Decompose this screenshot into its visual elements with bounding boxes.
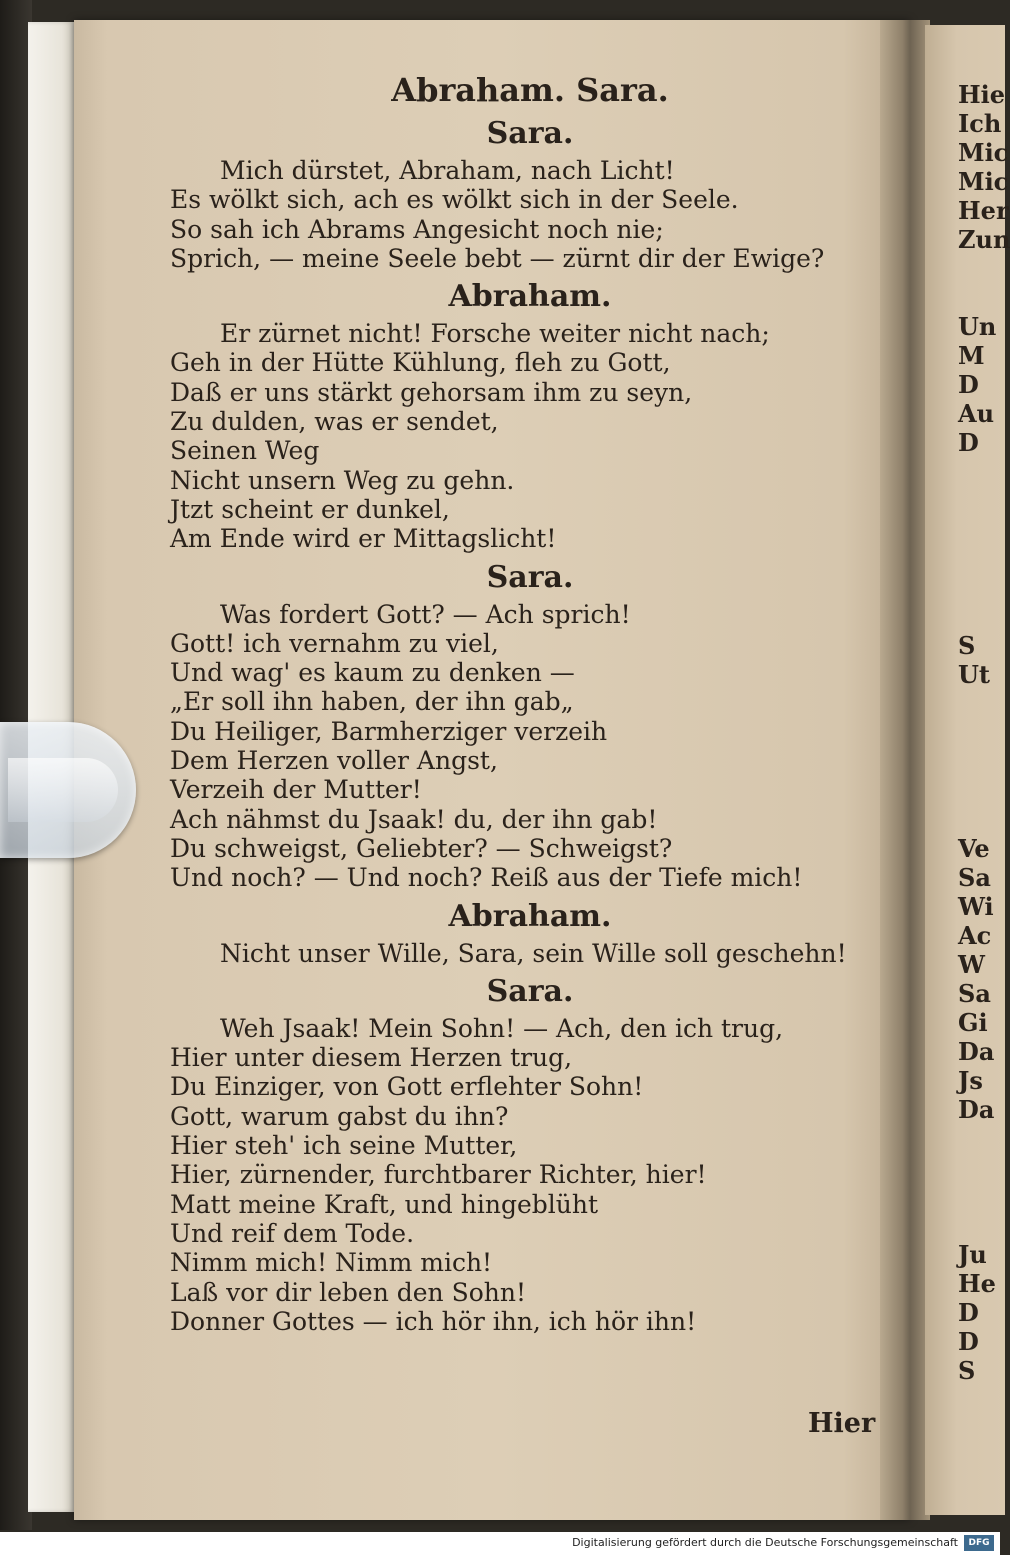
footer-bar (0, 1532, 1000, 1555)
facing-line-fragment: Da (958, 1037, 995, 1066)
facing-line-fragment: Mic (958, 138, 1009, 167)
verse-line: Du schweigst, Geliebter? — Schweigst? (170, 833, 673, 863)
facing-line-fragment: Sa (958, 863, 991, 892)
speaker-name: Sara. (486, 559, 574, 595)
verse-line: Mich dürstet, Abraham, nach Licht! (220, 156, 675, 185)
page-title: Abraham. Sara. (391, 71, 669, 109)
verse-line: Du Heiliger, Barmherziger verzeih (170, 716, 608, 746)
facing-line-fragment: Mic (958, 167, 1009, 196)
verse-line: Gott, warum gabst du ihn? (170, 1101, 509, 1131)
catchword: Hier (808, 1408, 876, 1439)
verse-line: Sprich, — meine Seele bebt — zürnt dir der Ewige? (170, 243, 825, 273)
verse-line: Laß vor dir leben den Sohn! (170, 1277, 527, 1307)
speaker-name: Abraham. (448, 279, 612, 315)
dialogue (170, 114, 890, 1336)
speaker-name: Sara. (486, 973, 574, 1009)
facing-line-fragment: Her (958, 196, 1009, 225)
speaker-name: Abraham. (448, 898, 612, 934)
verse-line: Es wölkt sich, ach es wölkt sich in der Seele. (170, 185, 739, 215)
facing-line-fragment: Zun (958, 225, 1010, 254)
verse-line: Weh Jsaak! Mein Sohn! — Ach, den ich trug, (220, 1013, 784, 1043)
verse-line: Zu dulden, was er sendet, (170, 407, 499, 437)
verse-line: Dem Herzen voller Angst, (170, 746, 498, 776)
facing-line-fragment: Js (958, 1066, 983, 1095)
verse-line: Ach nähmst du Jsaak! du, der ihn gab! (170, 804, 658, 834)
verse-line: Hier unter diesem Herzen trug, (170, 1043, 573, 1073)
verse-line: Seinen Weg (170, 436, 320, 466)
facing-line-fragment: Da (958, 1095, 995, 1124)
facing-line-fragment: Wi (958, 892, 994, 921)
facing-line-fragment: M (958, 341, 985, 370)
page-text (170, 70, 890, 1336)
facing-line-fragment: Ut (958, 660, 991, 689)
facing-line-fragment: Gi (958, 1008, 988, 1037)
facing-line-fragment: Ac (958, 921, 992, 950)
verse-line: Verzeih der Mutter! (170, 775, 422, 805)
verse-line: Was fordert Gott? — Ach sprich! (220, 599, 631, 629)
facing-line-fragment: Ve (958, 834, 990, 863)
facing-line-fragment: W (958, 950, 985, 979)
facing-line-fragment: Ju (958, 1240, 987, 1269)
dfg-logo-icon: DFG (964, 1535, 994, 1551)
verse-line: Hier steh' ich seine Mutter, (170, 1131, 518, 1161)
facing-page-text (958, 80, 1010, 1385)
facing-line-fragment: He (958, 1269, 996, 1298)
facing-line-fragment: S (958, 631, 976, 660)
verse-line: Nimm mich! Nimm mich! (170, 1248, 493, 1278)
verse-line: Und reif dem Tode. (170, 1218, 415, 1248)
facing-line-fragment: D (958, 370, 979, 399)
page-clip (0, 722, 136, 858)
speaker-name: Sara. (486, 116, 574, 151)
verse-line: So sah ich Abrams Angesicht noch nie; (170, 214, 664, 244)
facing-line-fragment: D (958, 1298, 979, 1327)
verse-line: Hier, zürnender, furchtbarer Richter, hier! (170, 1160, 707, 1190)
facing-line-fragment: D (958, 1327, 979, 1356)
verse-line: Geh in der Hütte Kühlung, fleh zu Gott, (170, 348, 671, 378)
verse-line: Und noch? — Und noch? Reiß aus der Tiefe mich! (170, 863, 803, 893)
facing-line-fragment: D (958, 428, 979, 457)
verse-line: „Er soll ihn haben, der ihn gab„ (170, 687, 574, 717)
verse-line: Donner Gottes — ich hör ihn, ich hör ihn! (170, 1306, 697, 1336)
verse-line: Gott! ich vernahm zu viel, (170, 628, 499, 658)
verse-line: Und wag' es kaum zu denken — (170, 658, 575, 688)
verse-line: Am Ende wird er Mittagslicht! (170, 524, 557, 554)
footer-credit: Digitalisierung gefördert durch die Deutsche Forschungsgemeinschaft (572, 1536, 958, 1549)
facing-line-fragment: Ich (958, 109, 1002, 138)
verse-line: Nicht unser Wille, Sara, sein Wille soll geschehn! (220, 938, 847, 968)
verse-line: Nicht unsern Weg zu gehn. (170, 465, 515, 495)
facing-line-fragment: Hie (958, 80, 1006, 109)
verse-line: Matt meine Kraft, und hingeblüht (170, 1189, 599, 1219)
verse-line: Jtzt scheint er dunkel, (170, 494, 450, 524)
facing-line-fragment: Sa (958, 979, 991, 1008)
verse-line: Er zürnet nicht! Forsche weiter nicht nach; (220, 319, 770, 349)
verse-line: Du Einziger, von Gott erflehter Sohn! (170, 1072, 644, 1102)
facing-line-fragment: S (958, 1356, 976, 1385)
verse-line: Daß er uns stärkt gehorsam ihm zu seyn, (170, 377, 693, 407)
facing-line-fragment: Un (958, 312, 997, 341)
facing-line-fragment: Au (958, 399, 995, 428)
